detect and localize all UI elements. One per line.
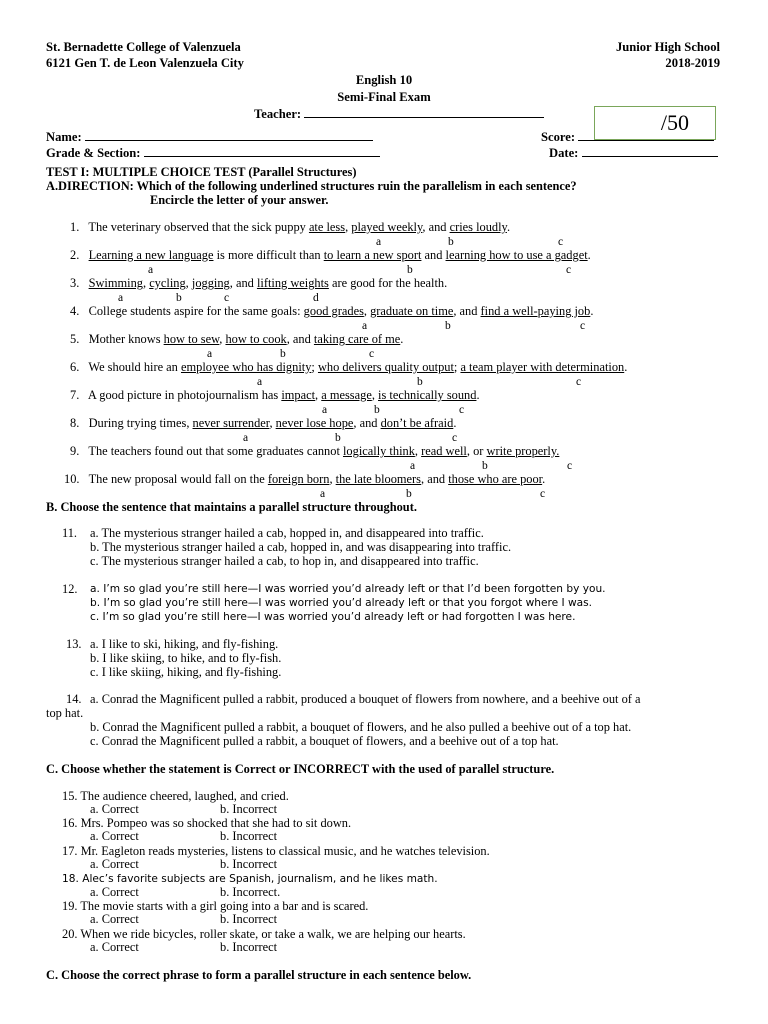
connector: , (142, 276, 150, 290)
q11-option-b[interactable]: b. The mysterious stranger hailed a cab, hopped in, and was disappearing into traffic. (90, 540, 512, 554)
question-number: 6. (70, 360, 80, 374)
exam-title: Semi-Final Exam (337, 90, 431, 104)
school-level: Junior High School (615, 40, 720, 54)
grade-label: Grade & Section: (46, 146, 141, 160)
connector: , (269, 416, 276, 430)
q13-option-b[interactable]: b. I like skiing, to hike, and to fly-fish. (90, 651, 282, 665)
option-b-phrase: played weekly (351, 220, 423, 234)
q13-option-c[interactable]: c. I like skiing, hiking, and fly-fishing. (90, 665, 282, 679)
letter-c[interactable]: c (576, 376, 582, 388)
question-16: 16. Mrs. Pompeo was so shocked that she had to sit down. (62, 816, 352, 830)
connector: , (363, 304, 371, 318)
letter-a[interactable]: a (148, 264, 154, 276)
question-text: The veterinary observed that the sick puppy (88, 220, 309, 234)
test1-title: TEST I: MULTIPLE CHOICE TEST (Parallel Structures) (46, 165, 357, 179)
connector: , (329, 472, 336, 486)
grade-line (46, 145, 380, 160)
option-c-phrase: a team player with determination (460, 360, 625, 374)
question-6 (70, 360, 627, 374)
question-18: 18. Alec’s favorite subjects are Spanish, journalism, and he likes math. (62, 873, 438, 885)
q16-option-b[interactable]: b. Incorrect (220, 829, 278, 843)
connector: , (315, 388, 322, 402)
letter-c[interactable]: c (567, 460, 573, 472)
question-8 (70, 416, 456, 430)
letter-a[interactable]: a (257, 376, 263, 388)
q18-option-b[interactable]: b. Incorrect. (220, 885, 281, 899)
test1-direction: A.DIRECTION: Which of the following underlined structures ruin the parallelism in each sentence? (46, 179, 577, 193)
option-c-phrase: don’t be afraid (380, 416, 454, 430)
connector: , and (421, 472, 449, 486)
question-3 (70, 276, 447, 290)
q15-option-a[interactable]: a. Correct (90, 802, 139, 816)
letter-c[interactable]: c (540, 488, 546, 500)
letter-b[interactable]: b (407, 264, 413, 276)
letter-c[interactable]: c (224, 292, 230, 304)
option-a-phrase: good grades (303, 304, 364, 318)
letter-b[interactable]: b (176, 292, 182, 304)
letter-a[interactable]: a (322, 404, 328, 416)
score-blank[interactable] (578, 129, 714, 141)
connector: . (590, 304, 594, 318)
option-a-phrase: ate less (308, 220, 346, 234)
connector: , (414, 444, 422, 458)
option-b-phrase: the late bloomers (335, 472, 421, 486)
q14-option-b[interactable]: b. Conrad the Magnificent pulled a rabbit, a bouquet of flowers, and he also pulled a beehive out of a top hat. (90, 720, 632, 734)
connector: , or (466, 444, 487, 458)
q14-option-a-cont[interactable]: top hat. (46, 706, 84, 720)
name-line (46, 129, 373, 144)
letter-b[interactable]: b (280, 348, 286, 360)
option-c-phrase: find a well-paying job (480, 304, 591, 318)
question-text: Mother knows (88, 332, 164, 346)
question-text: We should hire an (88, 360, 181, 374)
connector: is more difficult than (213, 248, 324, 262)
q12-option-b[interactable]: b. I’m so glad you’re still here—I was worried you’d already left or that you forgot where I was. (90, 597, 593, 609)
school-year: 2018-2019 (665, 56, 720, 70)
question-text: The teachers found out that some graduates cannot (88, 444, 343, 458)
score-line (541, 129, 714, 144)
q15-option-b[interactable]: b. Incorrect (220, 802, 278, 816)
letter-c[interactable]: c (459, 404, 465, 416)
name-blank[interactable] (85, 129, 373, 141)
question-number: 9. (70, 444, 80, 458)
question-number: 1. (70, 220, 80, 234)
question-7 (70, 388, 480, 402)
connector: . (476, 388, 480, 402)
option-b-phrase: cycling (149, 276, 186, 290)
option-d-phrase: lifting weights (256, 276, 329, 290)
q19-option-a[interactable]: a. Correct (90, 912, 139, 926)
option-c-phrase: jogging (191, 276, 230, 290)
question-text: A good picture in photojournalism has (87, 388, 282, 402)
letter-b[interactable]: b (335, 432, 341, 444)
question-1 (70, 220, 510, 234)
school-name: St. Bernadette College of Valenzuela (46, 40, 241, 54)
question-19: 19. The movie starts with a girl going into a bar and is scared. (62, 899, 369, 913)
option-c-phrase: cries loudly (449, 220, 507, 234)
option-b-phrase: a message (321, 388, 372, 402)
connector: . (453, 416, 457, 430)
score-label: Score: (541, 130, 576, 144)
option-a-phrase: how to sew (163, 332, 220, 346)
letter-a[interactable]: a (320, 488, 326, 500)
question-number: 3. (70, 276, 80, 290)
letter-c[interactable]: c (452, 432, 458, 444)
question-15: 15. The audience cheered, laughed, and cried. (62, 789, 289, 803)
letter-b[interactable]: b (417, 376, 423, 388)
connector: , (371, 388, 379, 402)
connector: , and (353, 416, 381, 430)
connector: ; (453, 360, 461, 374)
connector: ; (311, 360, 318, 374)
q14-option-c[interactable]: c. Conrad the Magnificent pulled a rabbit, a bouquet of flowers, and a beehive out of a top hat. (90, 734, 559, 748)
option-a-phrase: never surrender (192, 416, 270, 430)
part-c2-title: C. Choose the correct phrase to form a parallel structure in each sentence below. (46, 968, 472, 982)
connector: , and (453, 304, 481, 318)
score-total: /50 (660, 110, 689, 135)
q19-option-b[interactable]: b. Incorrect (220, 912, 278, 926)
option-a-phrase: Learning a new language (88, 248, 214, 262)
question-10 (64, 472, 545, 486)
option-c-phrase: is technically sound (378, 388, 477, 402)
connector: and (421, 248, 446, 262)
connector: . (506, 220, 511, 234)
date-label: Date: (549, 146, 579, 160)
connector: , (185, 276, 192, 290)
option-b-phrase: graduate on time (370, 304, 454, 318)
letter-c[interactable]: c (580, 320, 586, 332)
option-b-phrase: to learn a new sport (323, 248, 422, 262)
option-b-phrase: read well (421, 444, 467, 458)
q18-option-a[interactable]: a. Correct (90, 885, 139, 899)
q17-option-b[interactable]: b. Incorrect (220, 857, 278, 871)
connector: , (219, 332, 226, 346)
letter-b[interactable]: b (482, 460, 488, 472)
option-c-phrase: learning how to use a gadget (445, 248, 588, 262)
question-9 (70, 444, 559, 458)
question-2 (70, 248, 591, 262)
letter-a[interactable]: a (362, 320, 368, 332)
teacher-label: Teacher: (254, 107, 302, 121)
name-label: Name: (46, 130, 82, 144)
q13-option-a[interactable]: a. I like to ski, hiking, and fly-fishing. (90, 637, 279, 651)
connector: . (624, 360, 628, 374)
teacher-line (254, 106, 544, 121)
option-b-phrase: never lose hope (275, 416, 354, 430)
letter-d[interactable]: d (313, 292, 319, 304)
option-a-phrase: Swimming (88, 276, 143, 290)
question-number: 2. (70, 248, 80, 262)
question-14-number: 14. (66, 692, 82, 706)
q12-option-c[interactable]: c. I’m so glad you’re still here—I was worried you’d already left or had forgotten I was here. (90, 611, 576, 623)
option-b-phrase: who delivers quality output (317, 360, 454, 374)
part-c-title: C. Choose whether the statement is Correct or INCORRECT with the used of parallel structure. (46, 762, 555, 776)
question-text: College students aspire for the same goals: (88, 304, 304, 318)
connector: . (587, 248, 591, 262)
letter-a[interactable]: a (118, 292, 124, 304)
connector: , and (229, 276, 257, 290)
option-a-phrase: logically think (342, 444, 415, 458)
question-5 (70, 332, 403, 346)
letter-a[interactable]: a (410, 460, 416, 472)
connector: , and (422, 220, 450, 234)
question-20: 20. When we ride bicycles, roller skate, or take a walk, we are helping our hearts. (62, 927, 466, 941)
option-c-phrase: taking care of me (313, 332, 401, 346)
connector: . (400, 332, 404, 346)
letter-c[interactable]: c (558, 236, 564, 248)
question-number: 10. (64, 472, 80, 486)
connector: , and (286, 332, 314, 346)
q12-option-a[interactable]: a. I’m so glad you’re still here—I was worried you’d already left or that I’d been forgotten by you. (90, 583, 606, 595)
date-blank[interactable] (582, 145, 718, 157)
question-number: 8. (70, 416, 80, 430)
letter-b[interactable]: b (374, 404, 380, 416)
letter-b[interactable]: b (406, 488, 412, 500)
part-b-title: B. Choose the sentence that maintains a parallel structure throughout. (46, 500, 417, 514)
letter-c[interactable]: c (566, 264, 572, 276)
question-17: 17. Mr. Eagleton reads mysteries, listens to classical music, and he watches television. (62, 844, 490, 858)
question-text: The new proposal would fall on the (88, 472, 268, 486)
test1-direction-2: Encircle the letter of your answer. (150, 193, 329, 207)
question-11-number: 11. (62, 526, 78, 540)
q14-option-a[interactable]: a. Conrad the Magnificent pulled a rabbit, produced a bouquet of flowers from nowhere, and a beehive out of a (90, 692, 641, 706)
q17-option-a[interactable]: a. Correct (90, 857, 139, 871)
teacher-blank[interactable] (304, 106, 544, 118)
letter-b[interactable]: b (445, 320, 451, 332)
q11-option-a[interactable]: a. The mysterious stranger hailed a cab, hopped in, and disappeared into traffic. (90, 526, 484, 540)
connector: . (542, 472, 546, 486)
grade-blank[interactable] (144, 145, 380, 157)
date-line (549, 145, 718, 160)
question-number: 4. (70, 304, 80, 318)
option-a-phrase: impact (281, 388, 316, 402)
option-a-phrase: employee who has dignity (180, 360, 312, 374)
question-12-number: 12. (62, 582, 78, 596)
option-c-phrase: those who are poor (448, 472, 543, 486)
q11-option-c[interactable]: c. The mysterious stranger hailed a cab, to hop in, and disappeared into traffic. (90, 554, 479, 568)
q20-option-b[interactable]: b. Incorrect (220, 940, 278, 954)
letter-c[interactable]: c (369, 348, 375, 360)
letter-a[interactable]: a (207, 348, 213, 360)
school-address: 6121 Gen T. de Leon Valenzuela City (46, 56, 244, 70)
question-number: 5. (70, 332, 80, 346)
connector: are good for the health. (328, 276, 448, 290)
question-13-number: 13. (66, 637, 82, 651)
question-number: 7. (70, 388, 80, 402)
question-4 (70, 304, 593, 318)
subject-title: English 10 (355, 73, 413, 87)
option-b-phrase: how to cook (225, 332, 287, 346)
letter-b[interactable]: b (448, 236, 454, 248)
option-c-phrase: write properly. (486, 444, 560, 458)
letter-a[interactable]: a (376, 236, 382, 248)
connector: , (345, 220, 352, 234)
question-text: During trying times, (88, 416, 193, 430)
q16-option-a[interactable]: a. Correct (90, 829, 139, 843)
q20-option-a[interactable]: a. Correct (90, 940, 139, 954)
option-a-phrase: foreign born (267, 472, 330, 486)
letter-a[interactable]: a (243, 432, 249, 444)
